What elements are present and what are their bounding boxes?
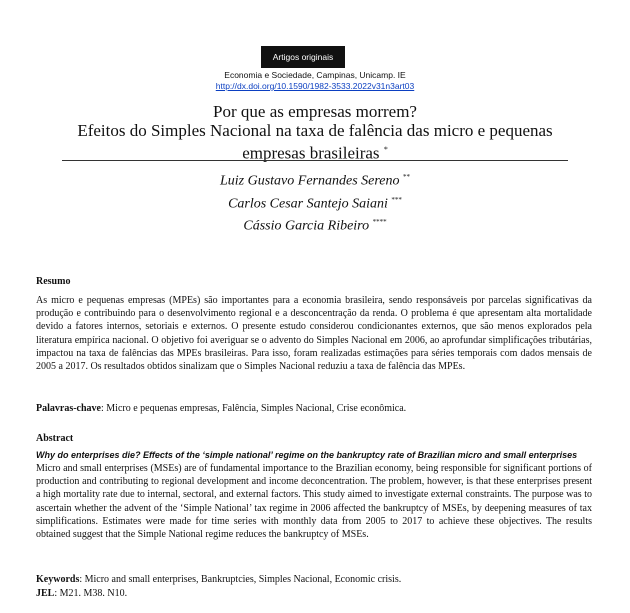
abstract-text: Micro and small enterprises (MSEs) are of fundamental importance to the Brazilian economy, being responsible for significant portions of production and contributing to regional development and income deconcentration. The problem, however, is that these enterprises present a high mortality rate due to internal, sectoral, and external factors. This study aimed to investigate external constraints. The purpose was to ascertain whether the advent of the ‘Simple National’ tax regime in 2006 affected the bankruptcy of MSEs, by deepening measures of tax simplifications. Estimates were made for time series with monthly data from 2005 to 2017 to achieve these objectives. The results obtained suggest that the Simple National regime reduces the bankruptcy of MSEs. — [36, 463, 592, 541]
author-list — [0, 168, 630, 236]
doi-link[interactable]: http://dx.doi.org/10.1590/1982-3533.2022v31n3art03 — [215, 81, 415, 91]
abstract-keywords-values: : Micro and small enterprises, Bankruptcies, Simples Nacional, Economic crisis. — [79, 574, 402, 585]
resumo-keywords — [36, 403, 596, 415]
author-3-footnote-mark[interactable]: **** — [372, 218, 387, 227]
author-1-name: Luiz Gustavo Fernandes Sereno — [219, 173, 400, 189]
title-line-2: Efeitos do Simples Nacional na taxa de falência das micro e pequenas — [77, 121, 553, 140]
resumo-keywords-values: : Micro e pequenas empresas, Falência, Simples Nacional, Crise econômica. — [101, 403, 407, 414]
author-2 — [0, 191, 630, 214]
title-line-1: Por que as empresas morrem? — [213, 102, 417, 121]
jel-values: : M21. M38. N10. — [54, 588, 128, 599]
english-title: Why do enterprises die? Effects of the ‘simple national’ regime on the bankruptcy rate of Brazilian micro and small enterprises — [36, 450, 578, 460]
author-3-name: Cássio Garcia Ribeiro — [243, 218, 370, 234]
jel-label: JEL — [36, 588, 55, 599]
journal-name: Economia e Sociedade, Campinas, Unicamp. IE — [224, 70, 406, 80]
paper-title — [60, 102, 570, 163]
jel-codes — [36, 588, 596, 600]
title-footnote-mark[interactable]: * — [383, 145, 388, 154]
resumo-text: As micro e pequenas empresas (MPEs) são importantes para a economia brasileira, sendo responsáveis por parcelas significativas da produção e contribuindo para o desenvolvimento regional e a desconcentração da renda. O problema é que apresentam alta mortalidade devido a fatores internos, setoriais e externos. O presente estudo considerou condicionantes externos, que são menos explorados pela literatura empírica nacional. O objetivo foi averiguar se o advento do Simples Nacional em 2006, ao aprofundar simplificações tributárias, impactou na taxa de falências das MPEs brasileiras. Para isso, foram realizadas estimações para séries temporais com dados mensais de 2005 a 2017. Os resultados obtidos sinalizam que o Simples Nacional reduziu a taxa de falência das MPEs. — [36, 295, 592, 373]
abstract-keywords-label: Keywords — [36, 574, 80, 585]
author-2-footnote-mark[interactable]: *** — [391, 195, 402, 204]
author-2-name: Carlos Cesar Santejo Saiani — [228, 196, 388, 212]
abstract-keywords — [36, 574, 596, 586]
section-badge: Artigos originais — [261, 46, 345, 68]
author-1-footnote-mark[interactable]: ** — [403, 173, 411, 181]
title-divider — [62, 160, 568, 161]
resumo-keywords-label: Palavras-chave — [36, 403, 101, 414]
author-3 — [0, 213, 630, 236]
abstract-heading: Abstract — [36, 433, 74, 444]
author-1 — [0, 168, 630, 191]
title-line-3-text: empresas brasileiras — [242, 143, 380, 163]
resumo-heading: Resumo — [36, 276, 71, 287]
